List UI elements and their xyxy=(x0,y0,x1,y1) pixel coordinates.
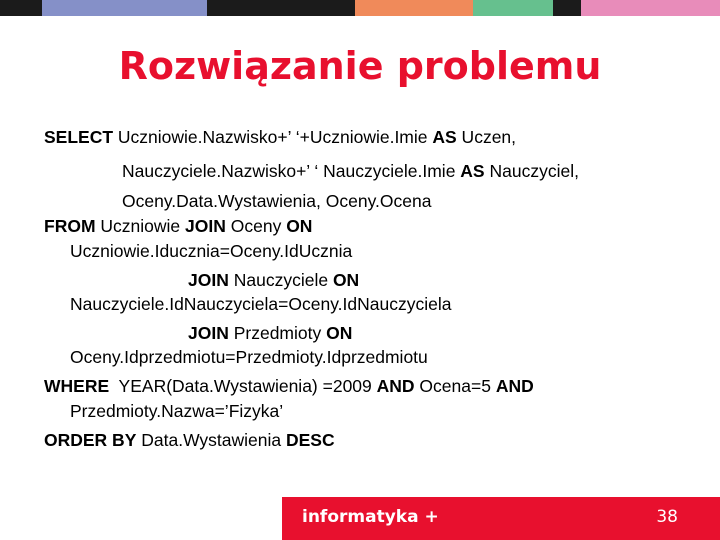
sql-keyword: SELECT xyxy=(44,127,114,147)
sql-line-where-2 xyxy=(70,401,283,422)
sql-text: Ocena=5 xyxy=(414,376,496,396)
sql-keyword: ORDER BY xyxy=(44,430,137,450)
top-bar-segment xyxy=(553,0,581,16)
sql-keyword: JOIN xyxy=(188,270,229,290)
sql-text: Nauczyciele.IdNauczyciela=Oceny.IdNauczyciela xyxy=(70,294,452,314)
sql-keyword: DESC xyxy=(286,430,335,450)
sql-keyword: ON xyxy=(286,216,313,236)
sql-line-join-cond-2 xyxy=(70,294,451,315)
sql-text: Oceny.Idprzedmiotu=Przedmioty.Idprzedmiotu xyxy=(70,347,428,367)
sql-keyword: AS xyxy=(432,127,457,147)
slide-title: Rozwiązanie problemu xyxy=(118,44,602,88)
sql-keyword: AND xyxy=(376,376,415,396)
top-bar-segment xyxy=(581,0,720,16)
sql-line-join-cond-3 xyxy=(70,347,428,368)
sql-line-select-2 xyxy=(122,161,579,182)
top-bar-segment xyxy=(42,0,207,16)
sql-text: YEAR(Data.Wystawienia) =2009 xyxy=(109,376,377,396)
sql-line-join-cond-1 xyxy=(70,241,352,262)
footer-bar xyxy=(282,497,720,540)
sql-line-join-3 xyxy=(188,323,352,344)
top-color-bar xyxy=(0,0,720,16)
sql-text: Nauczyciel, xyxy=(484,161,579,181)
top-bar-segment xyxy=(355,0,473,16)
footer-brand: informatyka + xyxy=(302,507,439,527)
sql-keyword: JOIN xyxy=(185,216,226,236)
sql-keyword: WHERE xyxy=(44,376,110,396)
sql-text: Uczen, xyxy=(456,127,517,147)
sql-line-where xyxy=(44,376,534,397)
sql-text: Oceny xyxy=(225,216,287,236)
sql-text: Uczniowie.Iducznia=Oceny.IdUcznia xyxy=(70,241,353,261)
sql-line-order-by xyxy=(44,430,335,451)
top-bar-segment xyxy=(473,0,553,16)
sql-text: Nauczyciele.Nazwisko+’ ‘ Nauczyciele.Imie xyxy=(122,161,461,181)
sql-text: Uczniowie.Nazwisko+’ ‘+Uczniowie.Imie xyxy=(113,127,433,147)
sql-keyword: AND xyxy=(495,376,534,396)
sql-line-from xyxy=(44,216,312,237)
sql-keyword: ON xyxy=(326,323,353,343)
sql-keyword: ON xyxy=(332,270,360,290)
sql-line-select-3 xyxy=(122,191,431,212)
sql-text: Przedmioty.Nazwa=’Fizyka’ xyxy=(70,401,284,421)
sql-text: Uczniowie xyxy=(95,216,186,236)
sql-text: Nauczyciele xyxy=(228,270,333,290)
sql-text: Przedmioty xyxy=(228,323,327,343)
sql-keyword: AS xyxy=(460,161,485,181)
top-bar-segment xyxy=(0,0,42,16)
sql-line-join-2 xyxy=(188,270,359,291)
sql-line-select xyxy=(44,127,516,148)
sql-keyword: FROM xyxy=(44,216,96,236)
top-bar-segment xyxy=(207,0,355,16)
sql-text: Oceny.Data.Wystawienia, Oceny.Ocena xyxy=(122,191,432,211)
sql-keyword: JOIN xyxy=(188,323,229,343)
sql-text: Data.Wystawienia xyxy=(136,430,286,450)
page-number: 38 xyxy=(656,507,678,527)
